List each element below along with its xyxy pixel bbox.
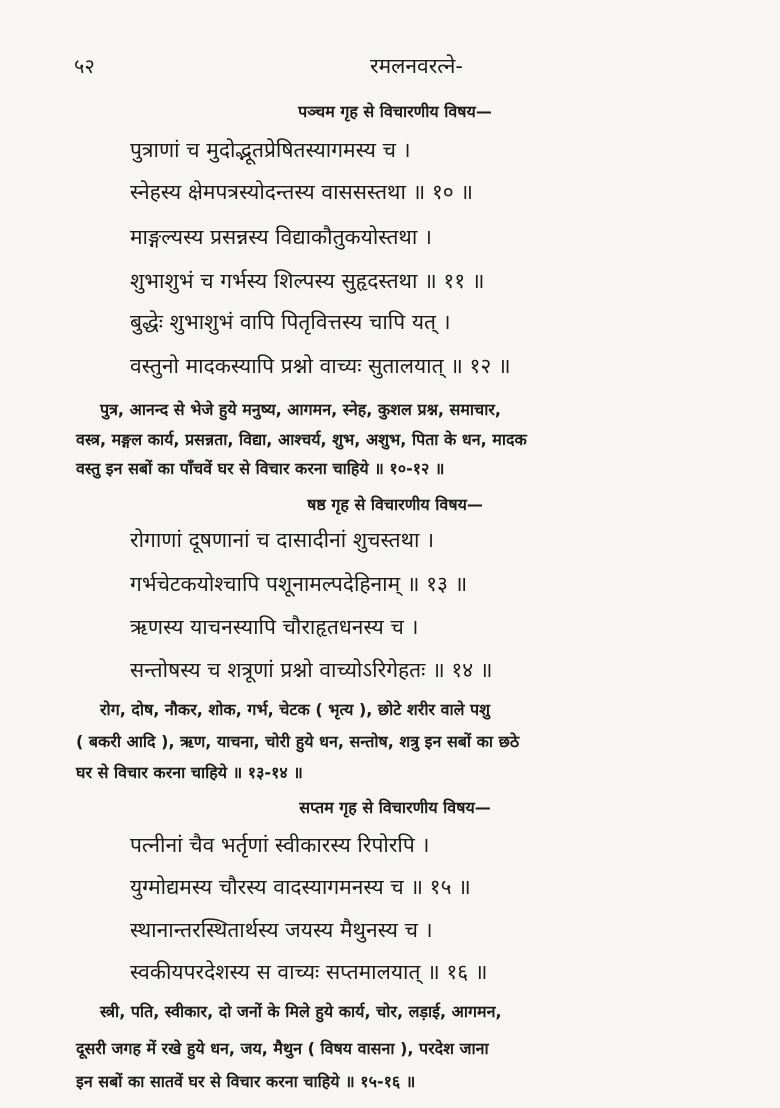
- verse-line: स्वकीयपरदेशस्य स वाच्यः सप्तमालयात् ॥ १६ ॥: [130, 960, 488, 984]
- page-number: ५२: [74, 54, 95, 78]
- verse-line: वस्तुनो मादकस्यापि प्रश्नो वाच्यः सुतालयात् ॥ १२ ॥: [130, 354, 511, 378]
- verse-line: माङ्गल्यस्य प्रसन्नस्य विद्याकौतुकयोस्तथा ।: [130, 225, 432, 249]
- section-heading: सप्तम गृह से विचारणीय विषय—: [299, 798, 491, 817]
- verse-line: बुद्धेः शुभाशुभं वापि पितृवित्तस्य चापि यत् ।: [130, 310, 451, 334]
- running-head: रमलनवरत्ने-: [370, 54, 463, 78]
- commentary-line: दूसरी जगह में रखे हुये धन, जय, मैथुन ( विषय वासना ), परदेश जाना: [76, 1039, 489, 1058]
- verse-line: युग्मोद्यमस्य चौरस्य वादस्यागमनस्य च ॥ १५ ॥: [130, 875, 471, 899]
- commentary-line: रोग, दोष, नौकर, शोक, गर्भ, चेटक ( भृत्य ), छोटे शरीर वाले पशु: [100, 700, 491, 719]
- verse-line: सन्तोषस्य च शत्रूणां प्रश्नो वाच्योऽरिगेहतः ॥ १४ ॥: [130, 658, 493, 682]
- section-heading: पञ्चम गृह से विचारणीय विषय—: [298, 102, 492, 121]
- commentary-line: घर से विचार करना चाहिये ॥ १३-१४ ॥: [76, 763, 303, 782]
- verse-line: शुभाशुभं च गर्भस्य शिल्पस्य सुहृदस्तथा ॥ ११ ॥: [130, 269, 485, 293]
- commentary-line: स्त्री, पति, स्वीकार, दो जनों के मिले हुये कार्य, चोर, लड़ाई, आगमन,: [100, 1002, 502, 1021]
- verse-line: पत्नीनां चैव भर्तृणां स्वीकारस्य रिपोरपि ।: [130, 833, 430, 857]
- verse-line: ऋणस्य याचनस्यापि चौराहृतधनस्य च ।: [130, 615, 419, 639]
- verse-line: पुत्राणां च मुदोद्भूतप्रेषितस्यागमस्य च ।: [130, 138, 411, 162]
- commentary-line: पुत्र, आनन्द से भेजे हुये मनुष्य, आगमन, स्नेह, कुशल प्रश्न, समाचार,: [100, 400, 501, 419]
- commentary-line: वस्तु इन सबों का पाँचवें घर से विचार करना चाहिये ॥ १०-१२ ॥: [76, 459, 445, 478]
- verse-line: रोगाणां दूषणानां च दासादीनां शुचस्तथा ।: [130, 528, 435, 552]
- section-heading: षष्ठ गृह से विचारणीय विषय—: [307, 495, 483, 514]
- verse-line: गर्भचेटकयोश्चापि पशूनामल्पदेहिनाम् ॥ १३ ॥: [130, 572, 468, 596]
- verse-line: स्नेहस्य क्षेमपत्रस्योदन्तस्य वाससस्तथा ॥ १० ॥: [130, 180, 473, 204]
- commentary-line: इन सबों का सातवें घर से विचार करना चाहिये ॥ १५-१६ ॥: [76, 1072, 416, 1091]
- commentary-line: वस्त्र, मङ्गल कार्य, प्रसन्नता, विद्या, आश्चर्य, शुभ, अशुभ, पिता के धन, मादक: [76, 430, 527, 449]
- commentary-line: ( बकरी आदि ), ऋण, याचना, चोरी हुये धन, सन्तोष, शत्रु इन सबों का छठे: [76, 732, 520, 751]
- verse-line: स्थानान्तरस्थितार्थस्य जयस्य मैथुनस्य च ।: [130, 918, 433, 942]
